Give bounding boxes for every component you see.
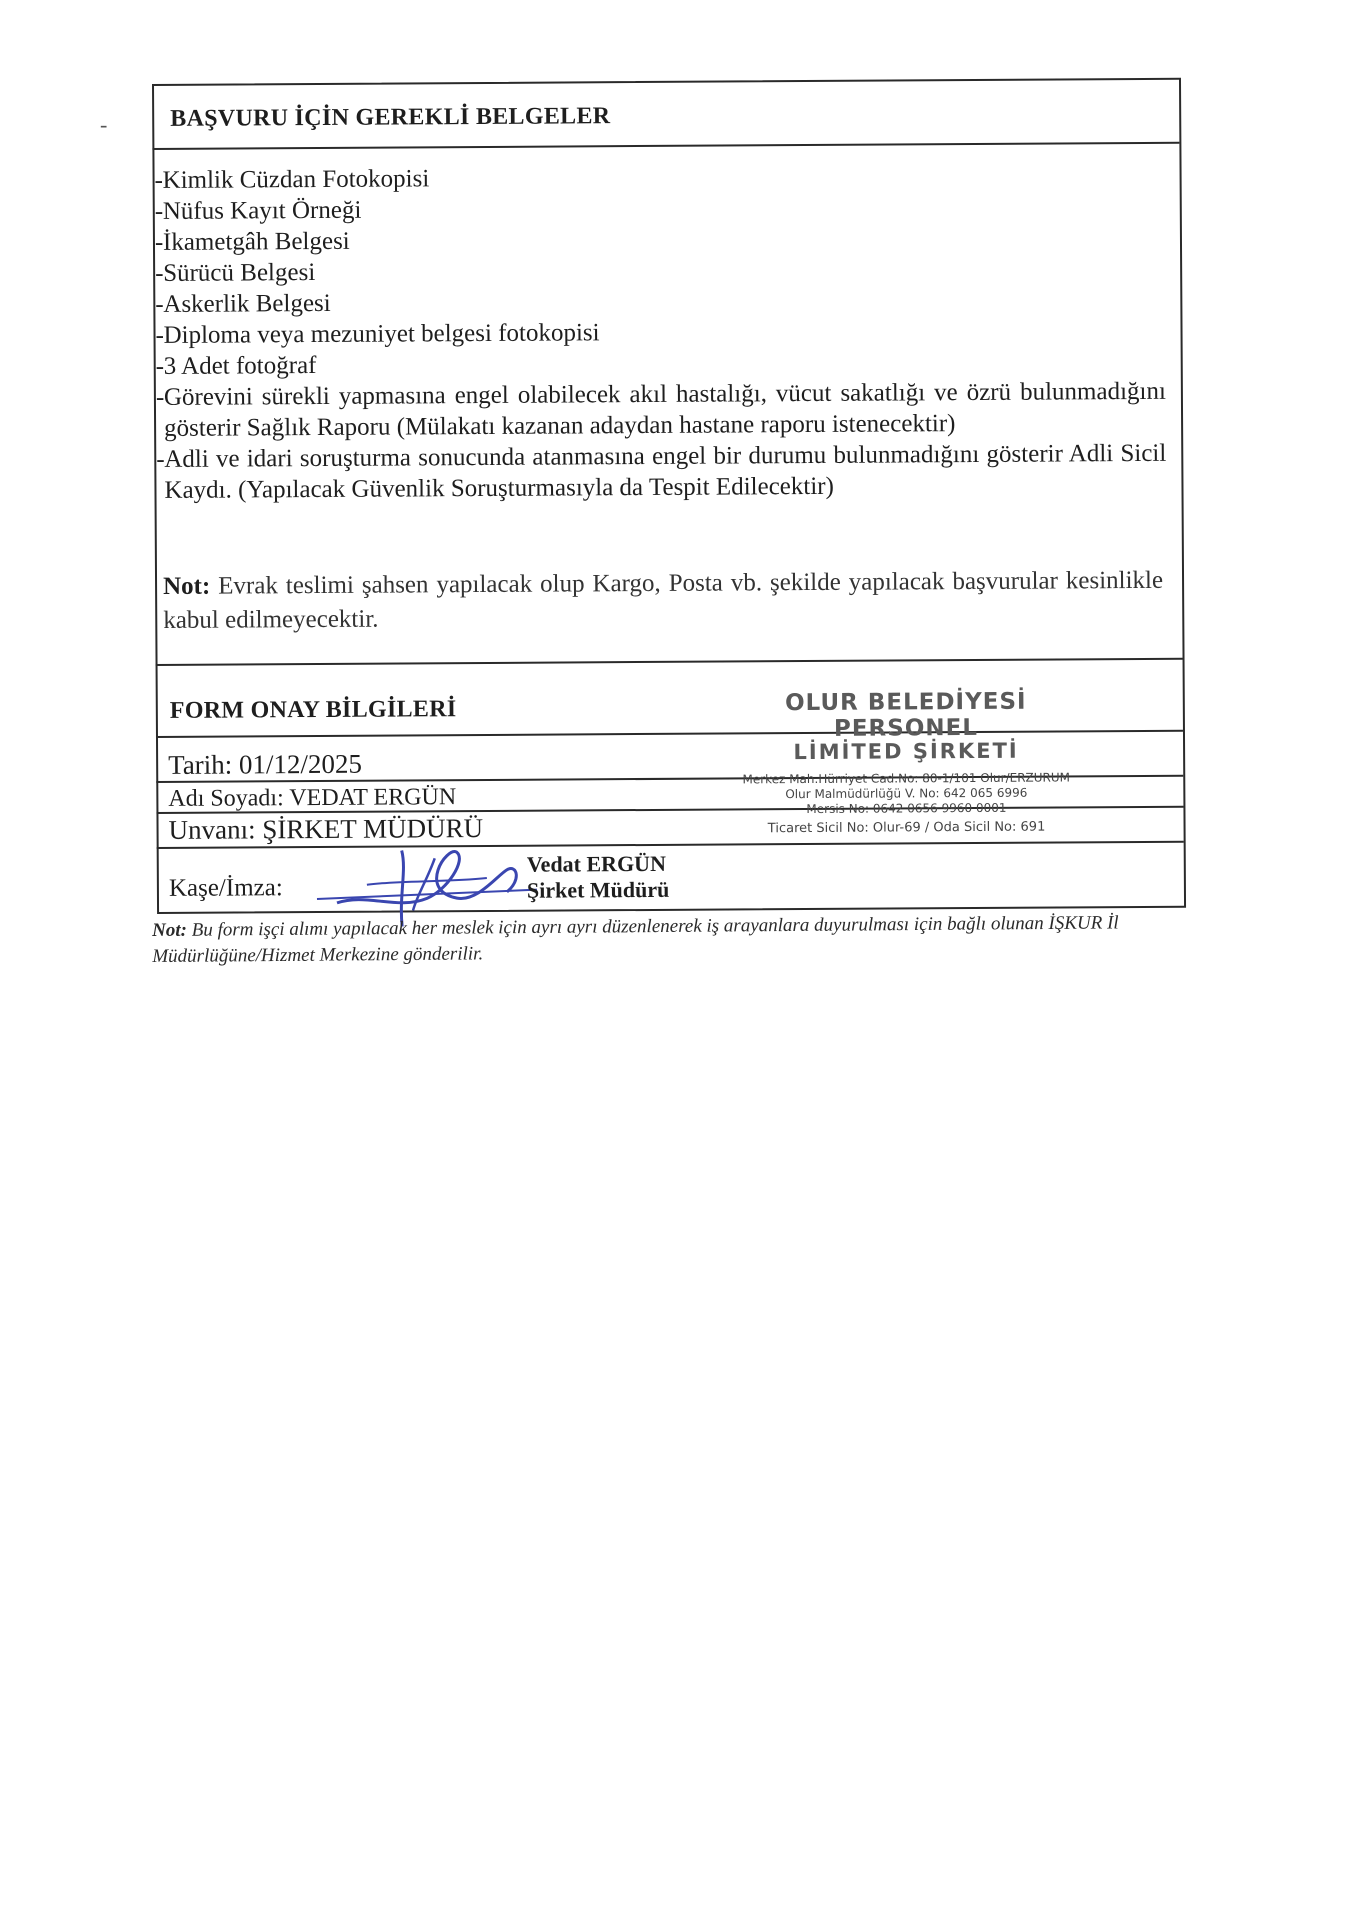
requirements-list bbox=[154, 159, 1166, 506]
company-stamp: OLUR BELEDİYESİ PERSONEL LİMİTED ŞİRKETİ Merkez Mah.Hürriyet Cad.No: 80-1/101 Olur/ERZURUM Olur Malmüdürlüğü V. No: 642 065 6996 Mersis No: 0642 0656 9960 0001 Ticaret Sicil No: Olur-69 / Oda Sicil No: 691 bbox=[742, 688, 1071, 837]
list-item: - Nüfus Kayıt Örneği bbox=[154, 196, 362, 225]
list-item: - Diploma veya mezuniyet belgesi fotokopisi bbox=[155, 319, 600, 349]
list-item: - Kimlik Cüzdan Fotokopisi bbox=[154, 165, 430, 194]
list-item: - Görevini sürekli yapmasına engel olabilecek akıl hastalığı, vücut sakatlığı ve özrü bulunmadığını gösterir Sağlık Raporu (Mülakatı kazanan adaydan hastane raporu istenecektir) bbox=[155, 377, 1166, 442]
list-item: - İkametgâh Belgesi bbox=[154, 227, 350, 256]
requirements-note bbox=[163, 564, 1163, 638]
requirements-title: BAŞVURU İÇİN GEREKLİ BELGELER bbox=[170, 103, 611, 132]
note-text: Evrak teslimi şahsen yapılacak olup Kargo, Posta vb. şekilde yapılacak başvurular kesinlikle kabul edilmeyecektir. bbox=[163, 566, 1164, 634]
footer-note bbox=[152, 910, 1172, 970]
date-field: Tarih: 01/12/2025 bbox=[168, 748, 363, 780]
seal-label: Kaşe/İmza: bbox=[168, 874, 283, 902]
list-item: - Sürücü Belgesi bbox=[155, 259, 316, 287]
note-label: Not: bbox=[162, 572, 211, 600]
application-form bbox=[152, 78, 1186, 931]
footer-text: Bu form işçi alımı yapılacak her meslek için ayrı ayrı düzenlenerek iş arayanlara duyurulması için bağlı olunan İŞKUR İl Müdürlüğüne/Hizmet Merkezine gönderilir. bbox=[152, 912, 1119, 967]
signer-block bbox=[527, 851, 670, 904]
scan-mark: - bbox=[100, 112, 108, 137]
footer-label: Not: bbox=[152, 919, 188, 941]
list-item: - 3 Adet fotoğraf bbox=[155, 352, 317, 380]
signer-title: Şirket Müdürü bbox=[526, 876, 670, 903]
list-item: - Adli ve idari soruşturma sonucunda atanmasına engel bir durumu bulunmadığını gösterir Adli Sicil Kaydı. (Yapılacak Güvenlik Soruşturmasıyla da Tespit Edilecektir) bbox=[156, 439, 1167, 504]
list-item: - Askerlik Belgesi bbox=[155, 289, 331, 318]
signer-name: Vedat ERGÜN bbox=[526, 850, 667, 877]
name-field: Adı Soyadı: VEDAT ERGÜN bbox=[168, 784, 457, 812]
title-field: Unvanı: ŞİRKET MÜDÜRÜ bbox=[168, 812, 484, 845]
approval-title: FORM ONAY BİLGİLERİ bbox=[169, 696, 457, 724]
